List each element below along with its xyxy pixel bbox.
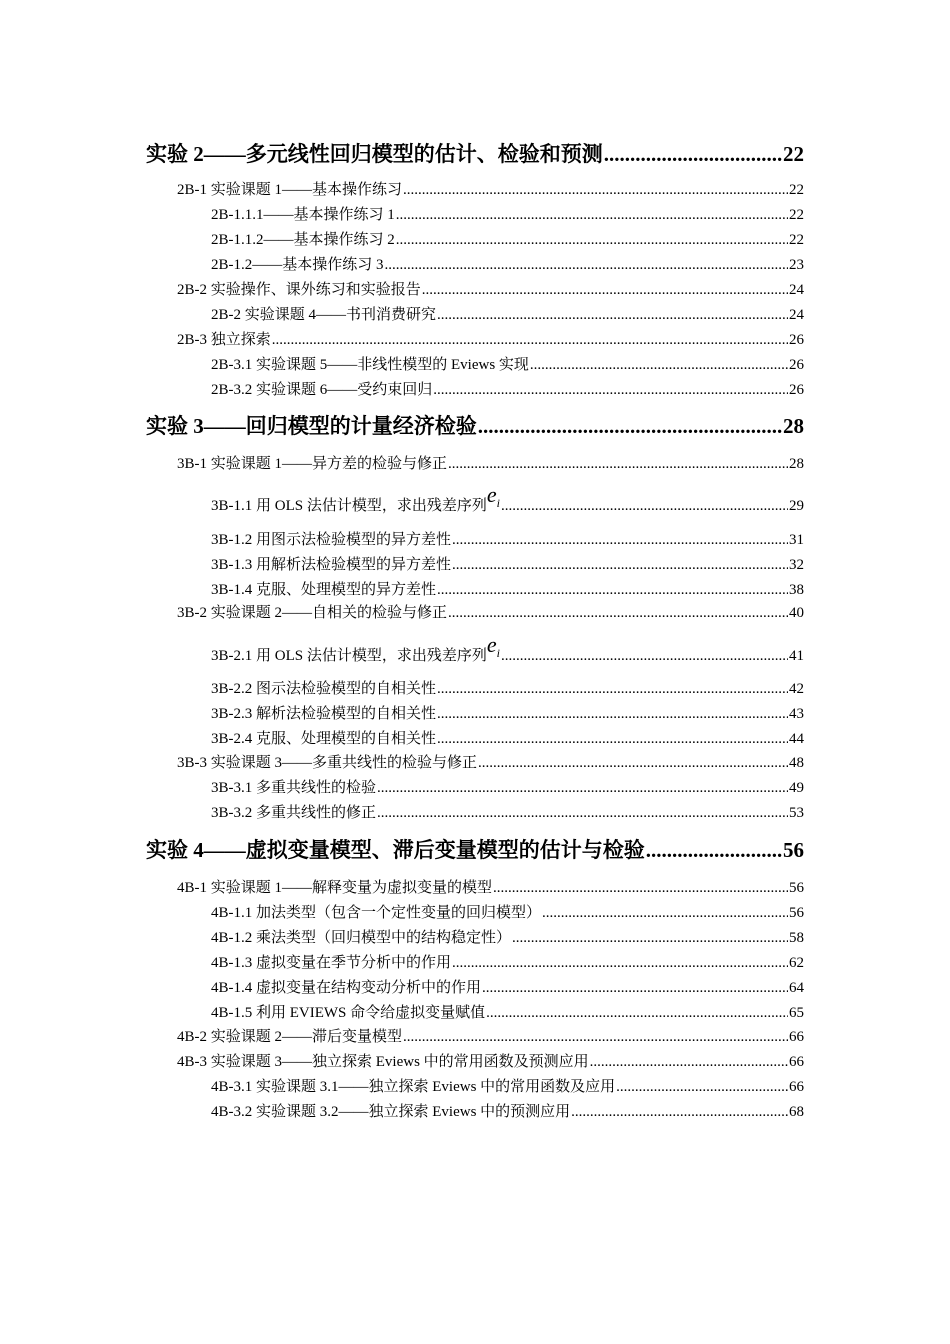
toc-page-number: 58 (789, 930, 804, 946)
toc-entry-level-3[interactable] (211, 378, 804, 399)
toc-entry-level-3[interactable] (211, 353, 804, 374)
dot-leader (530, 357, 788, 374)
toc-entry-level-2[interactable] (177, 328, 804, 349)
dot-leader (452, 532, 788, 549)
toc-entry-level-3[interactable] (211, 553, 804, 574)
toc-entry-title: 4B-1.5 利用 EVIEWS 命令给虚拟变量赋值 (211, 1005, 486, 1021)
toc-page-number: 53 (789, 805, 804, 821)
toc-entry-level-3[interactable] (211, 801, 804, 822)
toc-page-number: 22 (789, 182, 804, 198)
dot-leader (616, 1079, 788, 1096)
toc-entry-title: 2B-3.1 实验课题 5——非线性模型的 Eviews 实现 (211, 357, 529, 373)
toc-entry-level-3[interactable] (211, 203, 804, 224)
dot-leader (501, 498, 788, 515)
toc-page-number: 26 (789, 382, 804, 398)
toc-entry-level-2[interactable] (177, 178, 804, 199)
dot-leader (422, 282, 788, 299)
toc-entry-title: 实验 3——回归模型的计量经济检验 (146, 414, 477, 438)
toc-entry-level-3[interactable] (211, 632, 804, 666)
dot-leader (590, 1054, 788, 1071)
toc-entry-level-2[interactable] (177, 278, 804, 299)
toc-page-number: 28 (789, 456, 804, 472)
toc-entry-level-3[interactable] (211, 727, 804, 748)
toc-page-number: 22 (789, 232, 804, 248)
dot-leader (452, 955, 788, 972)
toc-entry-title: 4B-3.2 实验课题 3.2——独立探索 Eviews 中的预测应用 (211, 1104, 571, 1120)
toc-entry-title: 3B-3 实验课题 3——多重共线性的检验与修正 (177, 755, 478, 771)
toc-entry-title: 4B-3.1 实验课题 3.1——独立探索 Eviews 中的常用函数及应用 (211, 1079, 616, 1095)
toc-entry-title: 3B-2.3 解析法检验模型的自相关性 (211, 706, 437, 722)
toc-entry-level-2[interactable] (177, 1050, 804, 1071)
dot-leader (571, 1104, 788, 1121)
dot-leader (478, 755, 788, 772)
toc-page-number: 29 (789, 498, 804, 514)
toc-entry-title: 3B-1 实验课题 1——异方差的检验与修正 (177, 456, 448, 472)
toc-page-number: 41 (789, 648, 804, 664)
toc-entry-title: 2B-2 实验操作、课外练习和实验报告 (177, 282, 421, 298)
toc-entry-level-1[interactable] (146, 834, 804, 864)
toc-entry-level-3[interactable] (211, 1001, 804, 1022)
toc-entry-level-3[interactable] (211, 1100, 804, 1121)
toc-page-number: 66 (789, 1079, 804, 1095)
toc-page-number: 23 (789, 257, 804, 273)
toc-page-number: 56 (789, 905, 804, 921)
toc-entry-level-3[interactable] (211, 303, 804, 324)
toc-entry-title: 2B-1.2——基本操作练习 3 (211, 257, 384, 273)
dot-leader (437, 706, 788, 723)
toc-entry-title: 3B-2.1 用 OLS 法估计模型，求出残差序列 (211, 648, 487, 664)
toc-page-number: 66 (789, 1054, 804, 1070)
toc-page-number: 42 (789, 681, 804, 697)
toc-entry-title: 4B-3 实验课题 3——独立探索 Eviews 中的常用函数及预测应用 (177, 1054, 589, 1070)
dot-leader (448, 456, 788, 473)
toc-entry-level-3[interactable] (211, 976, 804, 997)
toc-page-number: 22 (783, 142, 804, 166)
toc-entry-title: 4B-1.3 虚拟变量在季节分析中的作用 (211, 955, 452, 971)
toc-entry-title: 3B-1.1 用 OLS 法估计模型，求出残差序列 (211, 498, 487, 514)
toc-entry-level-2[interactable] (177, 601, 804, 622)
toc-entry-level-2[interactable] (177, 876, 804, 897)
toc-entry-level-3[interactable] (211, 528, 804, 549)
dot-leader (437, 582, 788, 599)
residual-symbol: $e^i$ (486, 632, 500, 660)
toc-entry-level-2[interactable] (177, 751, 804, 772)
toc-page-number: 28 (783, 414, 804, 438)
dot-leader (403, 1029, 788, 1046)
dot-leader (542, 905, 788, 922)
dot-leader (512, 930, 788, 947)
dot-leader (646, 838, 782, 863)
toc-page-number: 22 (789, 207, 804, 223)
toc-entry-title: 4B-1 实验课题 1——解释变量为虚拟变量的模型 (177, 880, 493, 896)
dot-leader (452, 557, 788, 574)
toc-entry-level-3[interactable] (211, 1075, 804, 1096)
toc-page-number: 66 (789, 1029, 804, 1045)
dot-leader (448, 605, 788, 622)
toc-page-number: 44 (789, 731, 804, 747)
dot-leader (493, 880, 788, 897)
dot-leader (486, 1005, 788, 1022)
toc-entry-title: 3B-3.2 多重共线性的修正 (211, 805, 377, 821)
toc-page-number: 24 (789, 282, 804, 298)
toc-page-number: 56 (783, 838, 804, 862)
toc-entry-title: 4B-1.2 乘法类型（回归模型中的结构稳定性） (211, 930, 512, 946)
dot-leader (437, 731, 788, 748)
toc-entry-title: 3B-3.1 多重共线性的检验 (211, 780, 377, 796)
toc-entry-level-1[interactable] (146, 138, 804, 168)
toc-page-number: 26 (789, 357, 804, 373)
residual-symbol: $e^i$ (486, 482, 500, 510)
toc-entry-title: 3B-2 实验课题 2——自相关的检验与修正 (177, 605, 448, 621)
toc-entry-title: 2B-1.1.1——基本操作练习 1 (211, 207, 395, 223)
toc-page-number: 24 (789, 307, 804, 323)
toc-entry-title: 2B-3.2 实验课题 6——受约束回归 (211, 382, 433, 398)
toc-entry-title: 3B-1.2 用图示法检验模型的异方差性 (211, 532, 452, 548)
toc-entry-title: 4B-1.4 虚拟变量在结构变动分析中的作用 (211, 980, 482, 996)
toc-entry-title: 2B-3 独立探索 (177, 332, 271, 348)
dot-leader (437, 307, 788, 324)
toc-entry-level-3[interactable] (211, 926, 804, 947)
dot-leader (604, 142, 782, 167)
dot-leader (396, 207, 788, 224)
toc-page-number: 40 (789, 605, 804, 621)
toc-entry-level-3[interactable] (211, 702, 804, 723)
toc-page-number: 43 (789, 706, 804, 722)
toc-entry-level-3[interactable] (211, 901, 804, 922)
toc-entry-title: 实验 2——多元线性回归模型的估计、检验和预测 (146, 142, 603, 166)
toc-page-number: 48 (789, 755, 804, 771)
dot-leader (385, 257, 788, 274)
dot-leader (272, 332, 788, 349)
toc-page-number: 32 (789, 557, 804, 573)
toc-entry-title: 实验 4——虚拟变量模型、滞后变量模型的估计与检验 (146, 838, 645, 862)
toc-page-number: 64 (789, 980, 804, 996)
dot-leader (396, 232, 788, 249)
toc-entry-title: 3B-2.2 图示法检验模型的自相关性 (211, 681, 437, 697)
dot-leader (433, 382, 788, 399)
toc-entry-level-1[interactable] (146, 410, 804, 440)
toc-entry-title: 3B-1.3 用解析法检验模型的异方差性 (211, 557, 452, 573)
toc-entry-title: 4B-2 实验课题 2——滞后变量模型 (177, 1029, 403, 1045)
toc-entry-title: 2B-1.1.2——基本操作练习 2 (211, 232, 395, 248)
toc-entry-level-3[interactable] (211, 482, 804, 516)
dot-leader (482, 980, 788, 997)
dot-leader (377, 805, 788, 822)
toc-entry-level-3[interactable] (211, 578, 804, 599)
toc-entry-title: 4B-1.1 加法类型（包含一个定性变量的回归模型） (211, 905, 542, 921)
toc-page-number: 62 (789, 955, 804, 971)
dot-leader (403, 182, 788, 199)
toc-page-number: 49 (789, 780, 804, 796)
toc-entry-level-2[interactable] (177, 1025, 804, 1046)
toc-entry-level-3[interactable] (211, 951, 804, 972)
toc-entry-level-3[interactable] (211, 228, 804, 249)
toc-entry-level-3[interactable] (211, 776, 804, 797)
dot-leader (478, 414, 782, 439)
toc-entry-level-3[interactable] (211, 253, 804, 274)
toc-entry-title: 3B-2.4 克服、处理模型的自相关性 (211, 731, 437, 747)
toc-page-number: 65 (789, 1005, 804, 1021)
toc-page-number: 26 (789, 332, 804, 348)
toc-page-number: 56 (789, 880, 804, 896)
toc-page-number: 38 (789, 582, 804, 598)
toc-entry-title: 2B-2 实验课题 4——书刊消费研究 (211, 307, 437, 323)
dot-leader (437, 681, 788, 698)
toc-entry-title: 2B-1 实验课题 1——基本操作练习 (177, 182, 403, 198)
toc-entry-title: 3B-1.4 克服、处理模型的异方差性 (211, 582, 437, 598)
toc-entry-level-3[interactable] (211, 677, 804, 698)
toc-page-number: 68 (789, 1104, 804, 1120)
toc-page-number: 31 (789, 532, 804, 548)
dot-leader (501, 648, 788, 665)
dot-leader (377, 780, 788, 797)
toc-entry-level-2[interactable] (177, 452, 804, 473)
